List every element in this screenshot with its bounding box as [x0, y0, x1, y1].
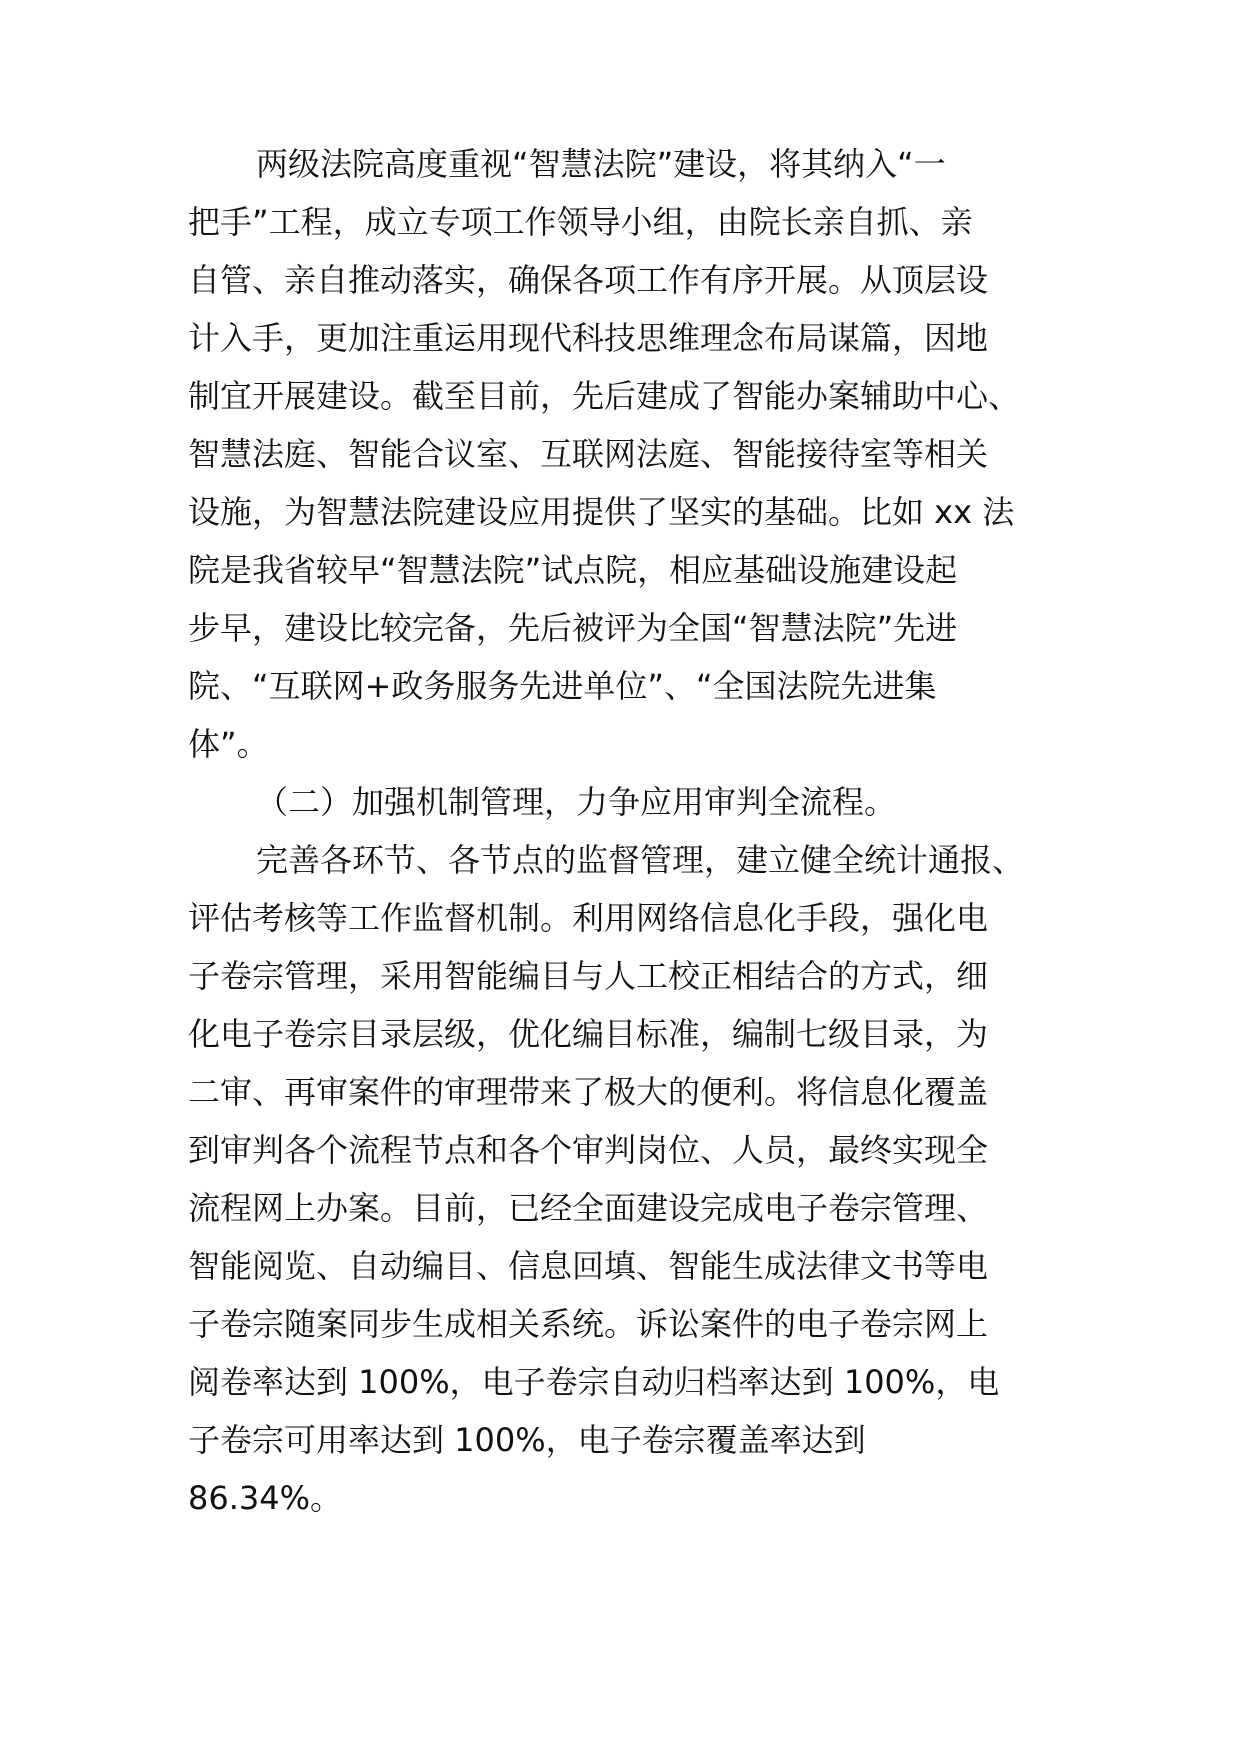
section-heading: （二）加强机制管理，力争应用审判全流程。 — [256, 783, 897, 821]
paragraph-1-line: 两级法院高度重视“智慧法院”建设，将其纳入“一 — [256, 145, 946, 183]
paragraph-2-line: 阅卷率达到 100%，电子卷宗自动归档率达到 100%，电 — [188, 1363, 1000, 1401]
paragraph-2-line: 86.34%。 — [188, 1479, 343, 1517]
paragraph-1-line: 院、“互联网+政务服务先进单位”、“全国法院先进集 — [188, 667, 937, 705]
paragraph-2-line: 化电子卷宗目录层级，优化编目标准，编制七级目录，为 — [188, 1015, 989, 1053]
paragraph-1-line: 智慧法庭、智能合议室、互联网法庭、智能接待室等相关 — [188, 435, 989, 473]
paragraph-1-line: 制宜开展建设。截至目前，先后建成了智能办案辅助中心、 — [188, 377, 1021, 415]
paragraph-2-line: 子卷宗随案同步生成相关系统。诉讼案件的电子卷宗网上 — [188, 1305, 989, 1343]
paragraph-1-line: 自管、亲自推动落实，确保各项工作有序开展。从顶层设 — [188, 261, 989, 299]
paragraph-1-line: 院是我省较早“智慧法院”试点院，相应基础设施建设起 — [188, 551, 958, 589]
paragraph-2-line: 流程网上办案。目前，已经全面建设完成电子卷宗管理、 — [188, 1189, 989, 1227]
paragraph-1-line: 计入手，更加注重运用现代科技思维理念布局谋篇，因地 — [188, 319, 989, 357]
paragraph-1-line: 设施，为智慧法院建设应用提供了坚实的基础。比如 xx 法 — [188, 493, 1015, 531]
paragraph-2-line: 子卷宗管理，采用智能编目与人工校正相结合的方式，细 — [188, 957, 989, 995]
paragraph-2-line: 完善各环节、各节点的监督管理，建立健全统计通报、 — [256, 841, 1025, 879]
paragraph-1-line: 把手”工程，成立专项工作领导小组，由院长亲自抓、亲 — [188, 203, 973, 241]
paragraph-2-line: 智能阅览、自动编目、信息回填、智能生成法律文书等电 — [188, 1247, 989, 1285]
paragraph-2-line: 评估考核等工作监督机制。利用网络信息化手段，强化电 — [188, 899, 989, 937]
paragraph-1-line: 步早，建设比较完备，先后被评为全国“智慧法院”先进 — [188, 609, 958, 647]
paragraph-2-line: 子卷宗可用率达到 100%，电子卷宗覆盖率达到 — [188, 1421, 866, 1459]
paragraph-2-line: 二审、再审案件的审理带来了极大的便利。将信息化覆盖 — [188, 1073, 989, 1111]
paragraph-1-line: 体”。 — [188, 725, 269, 763]
paragraph-2-line: 到审判各个流程节点和各个审判岗位、人员，最终实现全 — [188, 1131, 989, 1169]
